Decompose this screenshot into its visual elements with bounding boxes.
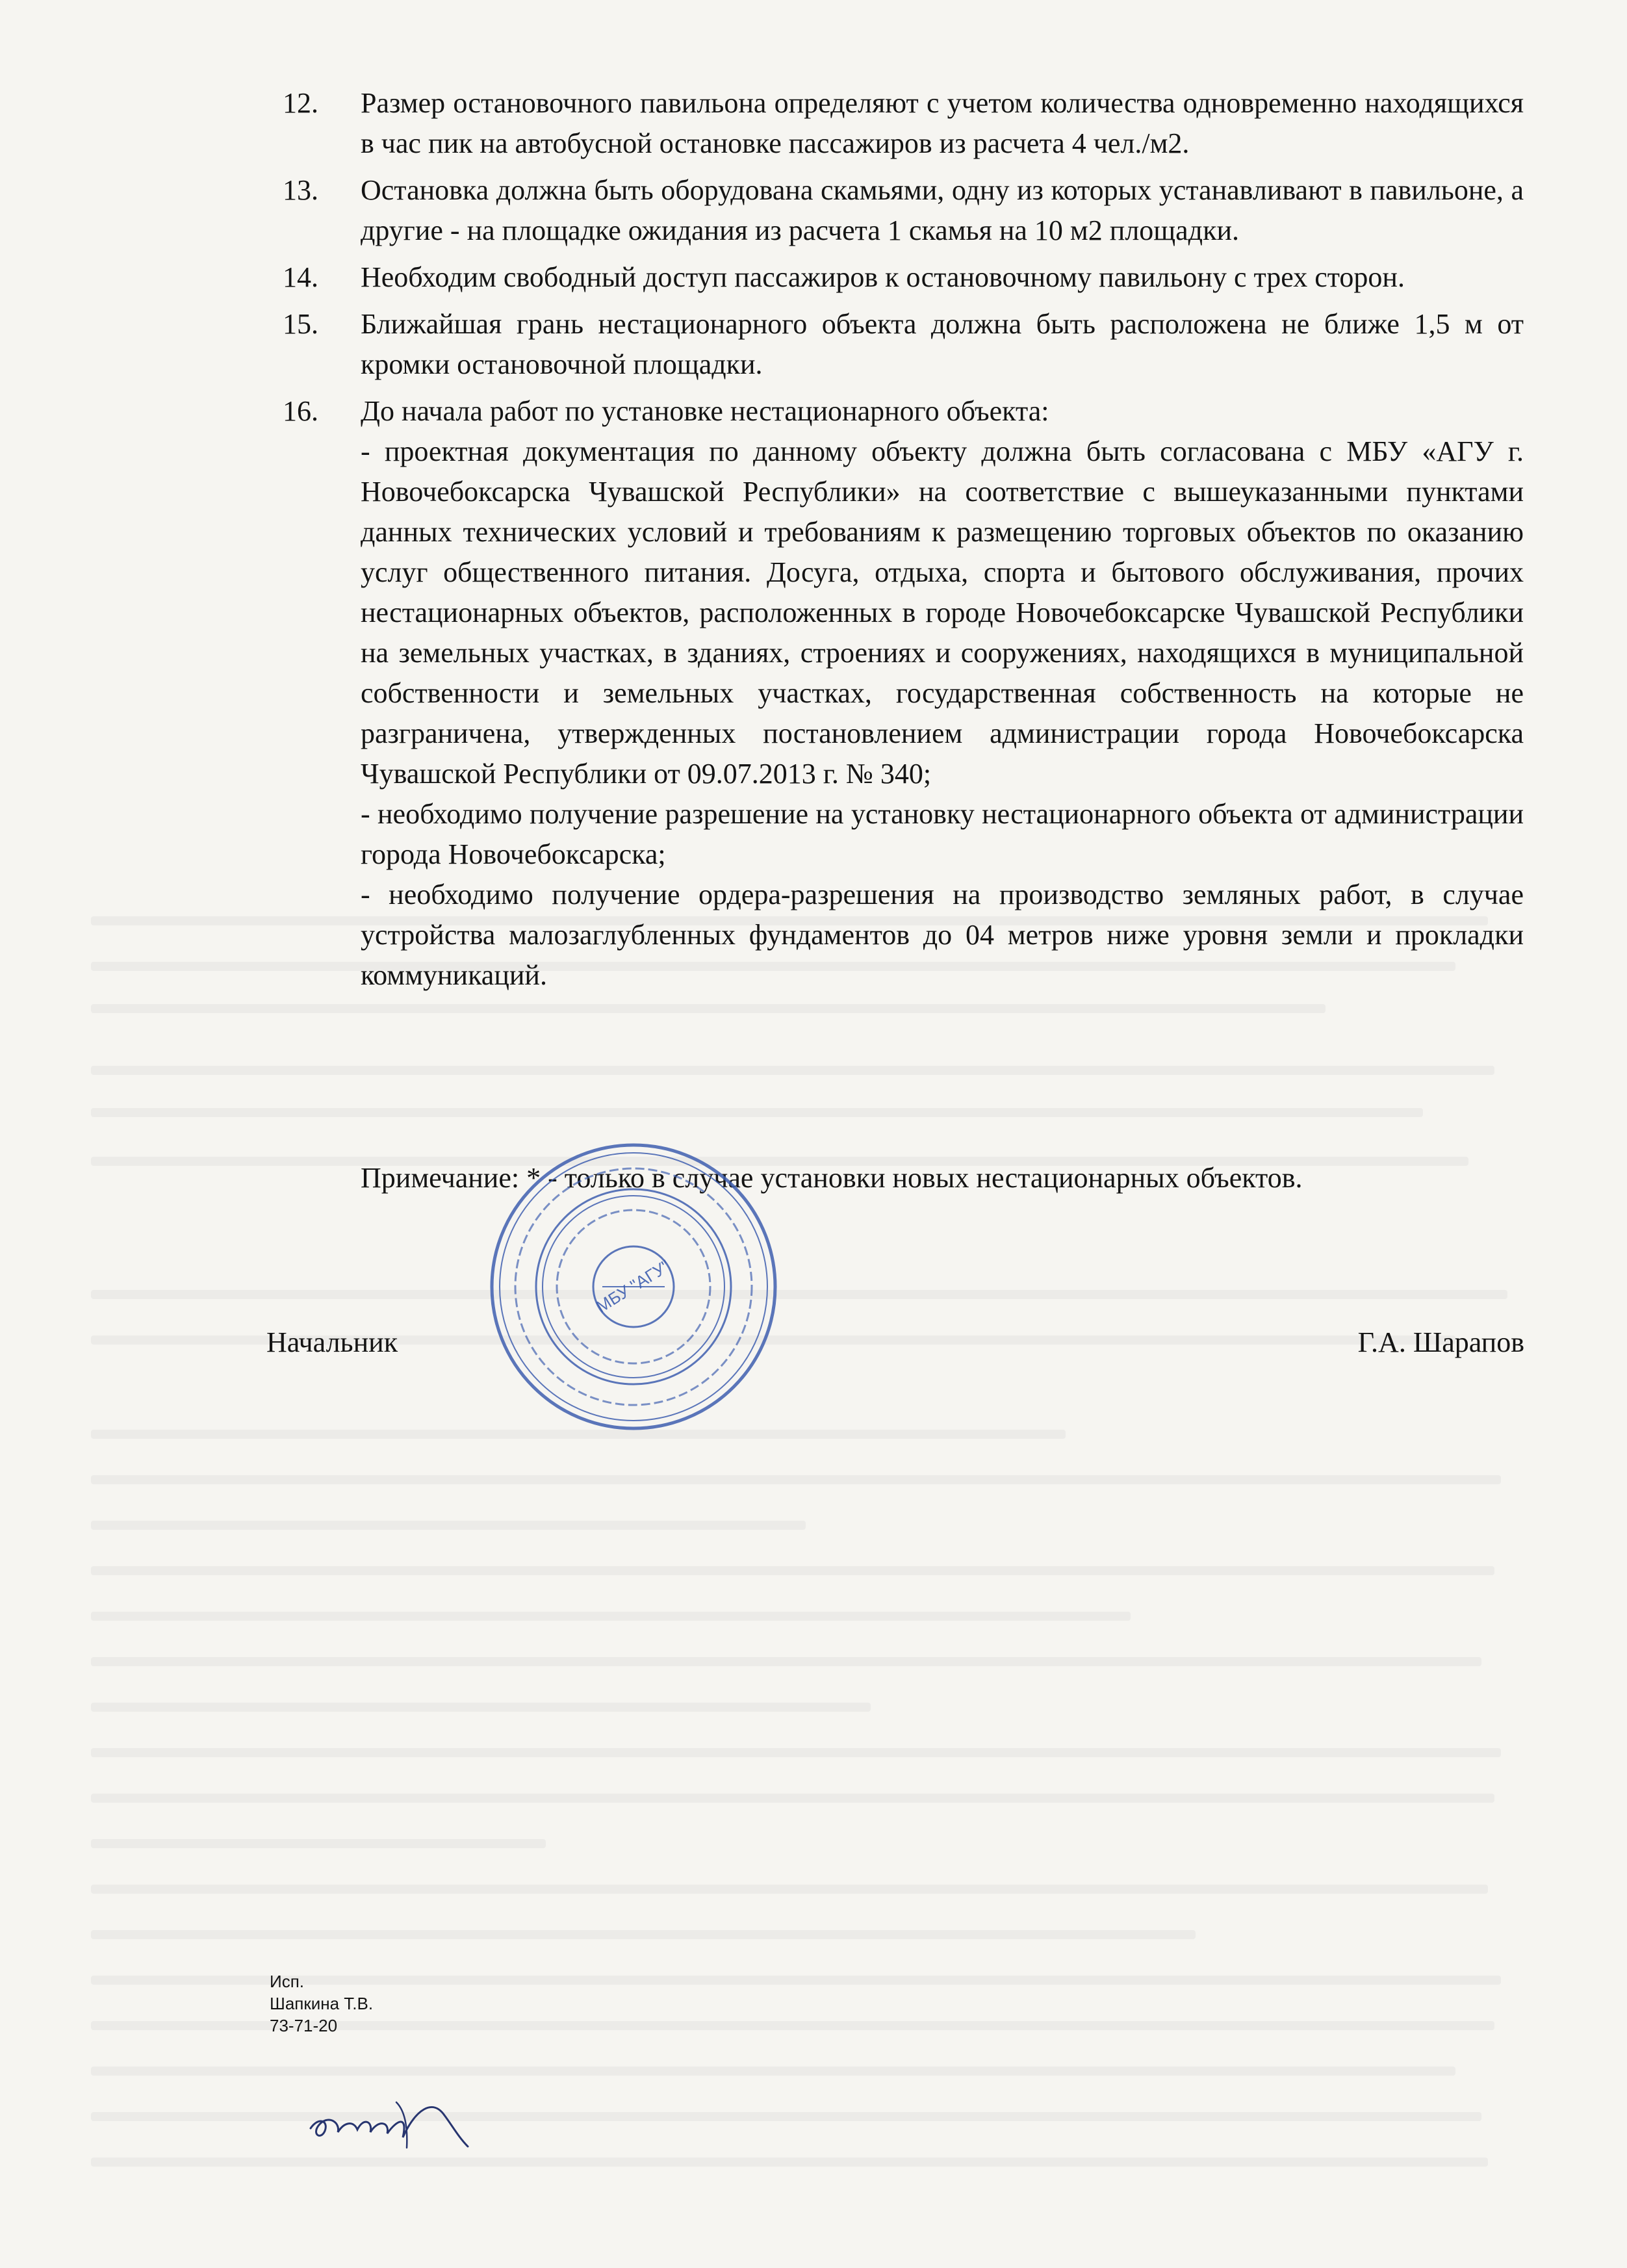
item-text: До начала работ по установке нестационарного объекта: (361, 395, 1049, 427)
signatory-name: Г.А. Шарапов (1357, 1326, 1524, 1358)
executor-block (270, 1970, 373, 2037)
subitem-text: - необходимо получение ордера-разрешения на производство земляных работ, в случае устройства малозаглубленных фундаментов до 04 метров ниже уровня земли и прокладки коммуникаций. (361, 879, 1524, 991)
item-number: 15. (283, 308, 318, 340)
item-text: Размер остановочного павильона определяют с учетом количества одновременно находящихся в час пик на автобусной остановке пассажиров из расчета 4 чел./м2. (361, 87, 1524, 159)
list-item (283, 257, 1524, 298)
executor-label: Исп. (270, 1972, 304, 1991)
item-text: Необходим свободный доступ пассажиров к остановочному павильону с трех сторон. (361, 261, 1405, 293)
organization-seal (484, 1137, 783, 1436)
item-number: 12. (283, 87, 318, 119)
note-text: Примечание: * - только в случае установки новых нестационарных объектов. (361, 1162, 1303, 1194)
list-item (283, 304, 1524, 385)
handwritten-signature (305, 2083, 474, 2161)
seal-center-text: МБУ "АГУ" (593, 1256, 674, 1317)
executor-phone: 73-71-20 (270, 2016, 338, 2035)
executor-name: Шапкина Т.В. (270, 1994, 374, 2013)
signatory-title: Начальник (266, 1326, 398, 1358)
item-number: 13. (283, 174, 318, 206)
list-item (283, 170, 1524, 251)
item-text: Ближайшая грань нестационарного объекта должна быть расположена не ближе 1,5 м от кромки остановочной площадки. (361, 308, 1524, 380)
item-number: 16. (283, 395, 318, 427)
subitem-text: - проектная документация по данному объекту должна быть согласована с МБУ «АГУ г. Новочебоксарска Чувашской Республики» на соответствие с вышеуказанными пунктами данных технических условий и требованиям к размещению торговых объектов по оказанию услуг общественного питания. Досуга, отдыха, спорта и бытового обслуживания, прочих нестационарных объектов, расположенных в городе Новочебоксарске Чувашской Республики на земельных участках, в зданиях, строениях и сооружениях, находящихся в муниципальной собственности и земельных участках, государственная собственность на которые не разграничена, утвержденных постановлением администрации города Новочебоксарска Чувашской Республики от 09.07.2013 г. № 340; (361, 435, 1524, 790)
list-item (283, 83, 1524, 164)
list-item (283, 391, 1524, 996)
conditions-list (283, 83, 1524, 1002)
item-text: Остановка должна быть оборудована скамьями, одну из которых устанавливают в павильоне, а другие - на площадке ожидания из расчета 1 скамья на 10 м2 площадки. (361, 174, 1524, 246)
item-number: 14. (283, 261, 318, 293)
subitem-text: - необходимо получение разрешение на установку нестационарного объекта от администрации города Новочебоксарска; (361, 798, 1524, 870)
